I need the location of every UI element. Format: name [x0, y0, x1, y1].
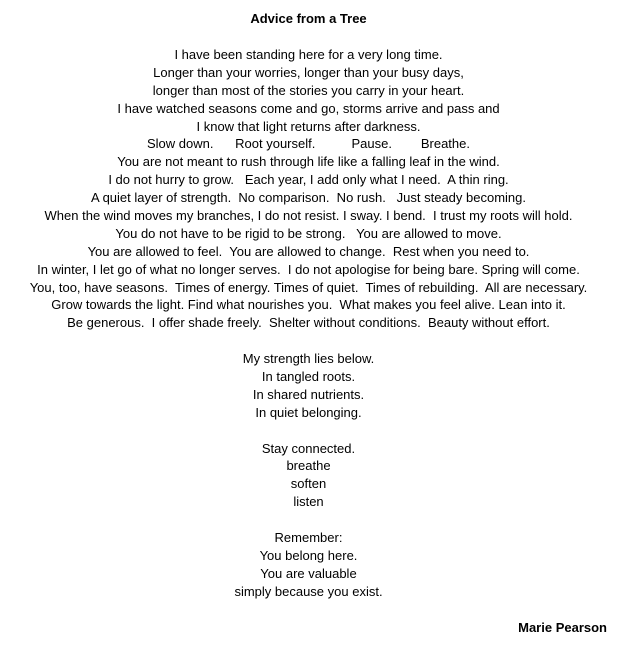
poem-line: soften [290, 476, 327, 492]
poem-line: breathe [286, 458, 331, 474]
poem-line: Stay connected. [261, 440, 356, 456]
poem-line: In tangled roots. [261, 369, 356, 385]
poem-line: I know that light returns after darkness. [196, 118, 421, 134]
stanza-gap [0, 422, 617, 440]
poem-line: A quiet layer of strength. No comparison. No rush. Just steady becoming. [91, 190, 526, 206]
poem-line: Longer than your worries, longer than your busy days, [153, 64, 464, 80]
poem-line: I have been standing here for a very long time. [174, 47, 443, 62]
poem-line: Be generous. I offer shade freely. Shelter without conditions. Beauty without effort. [67, 315, 550, 331]
poem-line: You are not meant to rush through life like a falling leaf in the wind. [117, 154, 500, 170]
stanza-gap [0, 511, 617, 529]
poem-title: Advice from a Tree [250, 11, 367, 26]
poem-line: My strength lies below. [242, 351, 375, 367]
poem-line: longer than most of the stories you carry in your heart. [152, 82, 465, 98]
poem-line: I do not hurry to grow. Each year, I add only what I need. A thin ring. [108, 172, 509, 188]
author-signature: Marie Pearson [518, 620, 607, 635]
poem-line: You do not have to be rigid to be strong. You are allowed to move. [115, 225, 502, 241]
poem-line: simply because you exist. [234, 583, 383, 599]
poem-line: You are valuable [260, 565, 357, 581]
poem-line: Remember: [274, 530, 343, 546]
poem-body [0, 46, 617, 601]
poem-line: In shared nutrients. [252, 386, 365, 402]
poem-line: Grow towards the light. Find what nourishes you. What makes you feel alive. Lean into it. [51, 297, 566, 313]
poem-line: When the wind moves my branches, I do not resist. I sway. I bend. I trust my roots will hold. [44, 208, 573, 224]
poem-line: You belong here. [259, 547, 358, 563]
poem-line: I have watched seasons come and go, storms arrive and pass and [117, 100, 500, 116]
stanza-gap [0, 332, 617, 350]
poem-line: You are allowed to feel. You are allowed to change. Rest when you need to. [87, 243, 530, 259]
poem-line: You, too, have seasons. Times of energy. Times of quiet. Times of rebuilding. All are necessary. [29, 279, 588, 295]
poem-line: In quiet belonging. [255, 404, 362, 420]
poem-line: listen [293, 494, 324, 510]
poem-line: Slow down. Root yourself. Pause. Breathe. [147, 136, 470, 152]
poem-line: In winter, I let go of what no longer serves. I do not apologise for being bare. Spring will come. [37, 261, 580, 277]
